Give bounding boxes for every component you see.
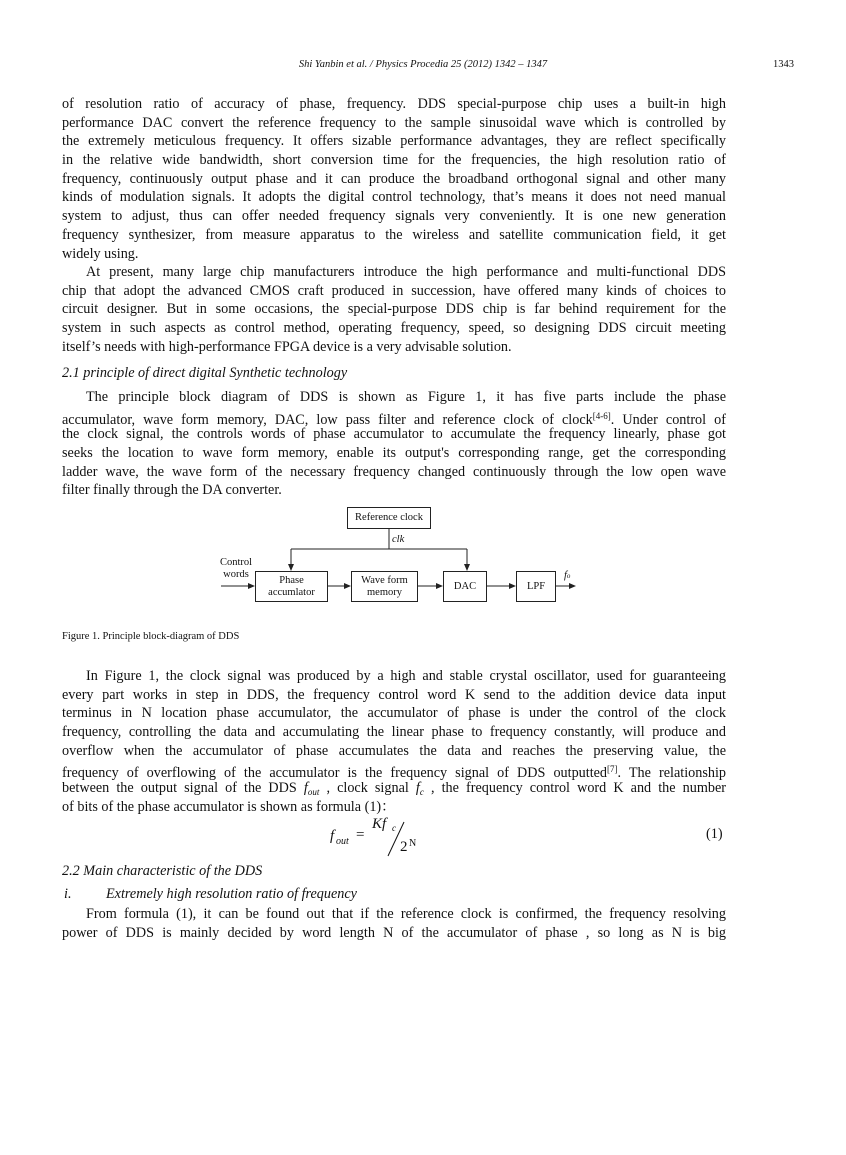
formula-denominator-sup: N xyxy=(409,838,417,849)
text-segment: accumulator, wave form memory, DAC, low pass filter and reference clock of clock xyxy=(62,411,593,428)
control-words-line: Control xyxy=(219,557,253,568)
text-line: frequency, continuously output phase and it can produce the broadband orthogonal signal and other many xyxy=(62,170,726,187)
text-line: itself’s needs with high-performance FPGA device is a very advisable solution. xyxy=(62,338,512,355)
text-segment: , the frequency control word K and the number xyxy=(423,780,727,797)
text-line: The principle block diagram of DDS is shown as Figure 1, it has five parts include the phase xyxy=(86,389,726,405)
formula-lhs: f xyxy=(330,828,335,844)
dac-block: DAC xyxy=(443,571,487,602)
formula-denominator: 2 xyxy=(400,839,408,855)
output-label xyxy=(564,570,570,582)
formula-numerator-sub: c xyxy=(392,823,396,833)
figure-caption: Figure 1. Principle block-diagram of DDS xyxy=(62,631,240,642)
page-number: 1343 xyxy=(773,59,794,70)
control-words-label xyxy=(214,557,258,581)
citation: [7] xyxy=(607,764,618,775)
subheading-i: Extremely high resolution ratio of frequency xyxy=(106,886,357,902)
running-header: Shi Yanbin et al. / Physics Procedia 25 (2012) 1342 – 1347 xyxy=(298,59,548,70)
reference-clock-block: Reference clock xyxy=(347,507,431,529)
text-line: system in such aspects as control method, operating frequency, speed, so designing DDS circuit meeting xyxy=(62,320,726,337)
text-line: of bits of the phase accumulator is shown as formula (1)： xyxy=(62,798,396,815)
text-line: circuit designer. But in some occasions, the special-purpose DDS chip is far behind requirement for the xyxy=(62,301,726,318)
formula-lhs-sub: out xyxy=(336,836,349,847)
paragraph xyxy=(62,263,726,356)
formula-1 xyxy=(330,816,480,858)
text-line: filter finally through the DA converter. xyxy=(62,482,282,499)
text-line: of resolution ratio of accuracy of phase, frequency. DDS special-purpose chip uses a built-in high xyxy=(62,96,726,112)
text-line: frequency synthesizer, from measure apparatus to the wireless and satellite communication field, it get xyxy=(62,226,726,243)
paragraph xyxy=(62,388,726,500)
text-line xyxy=(62,407,726,426)
text-segment: between the output signal of the DDS xyxy=(62,780,304,797)
output-f: f xyxy=(564,570,567,581)
text-line: every part works in step in DDS, the frequency control word K send to the addition device data input xyxy=(62,686,726,703)
equation-number: (1) xyxy=(706,826,723,842)
text-line: In Figure 1, the clock signal was produced by a high and stable crystal oscillator, used for guaranteeing xyxy=(86,668,726,684)
text-line: terminus in N location phase accumulator, the accumulator of phase is under the control of the clock xyxy=(62,705,726,722)
clk-label: clk xyxy=(392,534,405,545)
text-line: From formula (1), it can be found out that if the reference clock is confirmed, the frequency resolving xyxy=(86,906,726,922)
text-line xyxy=(62,760,726,782)
text-segment: . The relationship xyxy=(617,765,726,782)
text-line: chip that adopt the advanced CMOS craft produced in succession, have offered many kinds of choices to xyxy=(62,282,726,299)
text-line: frequency, controlling the data and accumulating the linear phase to frequency constantly, will produce and xyxy=(62,724,726,741)
block-label: Wave form xyxy=(361,574,408,586)
block-label: memory xyxy=(367,586,402,598)
text-segment: f xyxy=(303,780,308,797)
output-sub: o xyxy=(566,572,571,580)
text-line: overflow when the accumulator of phase accumulates the data and reaches the preserving value, the xyxy=(62,742,726,759)
text-segment: c xyxy=(419,787,424,798)
formula-equals: = xyxy=(356,827,365,843)
subheading-number: i. xyxy=(64,886,72,902)
paragraph xyxy=(62,905,726,942)
text-line: ladder wave, the wave form of the necessary frequency changed continuously through the low open wave xyxy=(62,463,726,480)
control-words-line: words xyxy=(223,569,249,580)
text-segment: f xyxy=(415,780,420,797)
lpf-block: LPF xyxy=(516,571,556,602)
text-line: the clock signal, the controls words of phase accumulator to accumulate the frequency linearly, phase got xyxy=(62,426,726,443)
text-segment: . Under control of xyxy=(610,411,726,428)
wave-form-memory-block xyxy=(351,571,418,602)
text-line: performance DAC convert the reference frequency to the sample sinusoidal wave which is controlled by xyxy=(62,114,726,131)
section-heading-2-1: 2.1 principle of direct digital Synthetic technology xyxy=(62,365,348,381)
text-segment: frequency of overflowing of the accumulator is the frequency signal of DDS outputted xyxy=(62,765,608,782)
text-line: seeks the location to wave form memory, enable its output's corresponding range, get the corresponding xyxy=(62,445,726,462)
block-label: Phase xyxy=(279,574,304,586)
text-line: At present, many large chip manufacturers introduce the high performance and multi-functional DDS xyxy=(86,264,726,280)
formula-numerator: Kf xyxy=(372,816,387,832)
text-line: power of DDS is mainly decided by word length N of the accumulator of phase , so long as N is big xyxy=(62,924,726,941)
text-line: system to adjust, thus can offer needed frequency signals very conveniently. It is one new generation xyxy=(62,208,726,225)
text-segment: , clock signal xyxy=(319,780,416,797)
block-label: accumlator xyxy=(268,586,315,598)
text-line: widely using. xyxy=(62,245,139,262)
paragraph xyxy=(62,667,726,817)
text-segment: out xyxy=(307,787,320,798)
citation: [4-6] xyxy=(592,410,611,421)
text-line xyxy=(62,779,726,798)
phase-accumulator-block xyxy=(255,571,328,602)
paragraph xyxy=(62,95,726,263)
text-line: kinds of modulation signals. It adopts the digital control technology, that’s means it does not need manual xyxy=(62,189,726,206)
text-line: the extremely meticulous frequency. It offers sizable performance advantages, they are reflect specifically xyxy=(62,133,726,150)
text-line: in the relative wide bandwidth, short conversion time for the frequencies, the high resolution ratio of xyxy=(62,152,726,169)
section-heading-2-2: 2.2 Main characteristic of the DDS xyxy=(62,863,263,879)
